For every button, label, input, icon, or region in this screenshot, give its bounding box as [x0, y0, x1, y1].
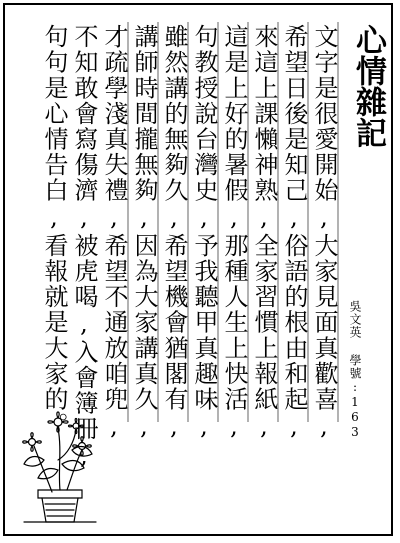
author-line: 吳文英 學號:163 [348, 300, 362, 440]
potted-flower-illustration [12, 390, 104, 525]
poem-line-7: 講師時間攏無夠,因為大家講真久, [130, 24, 158, 442]
poem-line-6: 雖然講的無夠久,希望機會猶閣有, [160, 24, 188, 442]
poem-line-8: 才疏學淺真失禮,希望不通放咱兜, [100, 24, 128, 442]
poem-line-2: 希望日後是知己,俗語的根由和起, [280, 24, 308, 442]
poem-title: 心情雜記 [350, 24, 386, 148]
poem-line-9: 不知敢會寫傷濟,被虎喝,入會簿冊, [70, 24, 98, 472]
poem-line-5: 句教授說台灣史,予我聽甲真趣味, [190, 24, 218, 442]
poem-line-3: 來這上課懶神熟,全家習慣上報紙, [250, 24, 278, 442]
poem-line-4: 這是上好的暑假,那種人生上快活, [220, 24, 248, 442]
poem-line-10: 句句是心情告白,看報就是大家的。 [40, 24, 68, 438]
poem-line-1: 文字是很愛開始,大家見面真歡喜, [310, 24, 338, 442]
